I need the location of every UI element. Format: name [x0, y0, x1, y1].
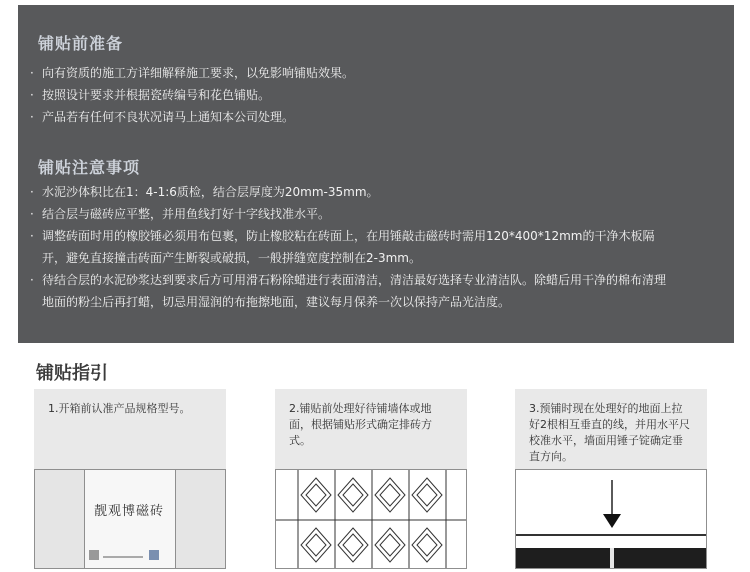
list-item: · 产品若有任何不良状况请马上通知本公司处理。	[36, 106, 354, 128]
installation-notes-panel	[18, 5, 734, 343]
list-item: · 结合层与磁砖应平整，并用鱼线打好十字线找准水平。	[36, 203, 736, 225]
guide-card-3	[515, 389, 707, 569]
prep-list	[36, 62, 354, 128]
prep-title: 铺贴前准备	[38, 34, 124, 53]
product-box	[85, 470, 175, 568]
list-item: · 按照设计要求并根据瓷砖编号和花色铺贴。	[36, 84, 354, 106]
list-item: 地面的粉尘后再打蜡，切忌用湿润的布拖擦地面，建议每月保养一次以保持产品光洁度。	[42, 295, 511, 309]
guide-card-2	[275, 389, 467, 569]
brand-logo: 靓观博磁砖	[94, 504, 165, 519]
notes-title: 铺贴注意事项	[38, 158, 141, 177]
list-item: · 水泥沙体积比在1：4-1:6质检，结合层厚度为20mm-35mm。	[36, 181, 736, 203]
tile-pattern-illustration	[275, 469, 467, 569]
tile-grid-icon	[276, 470, 467, 569]
box-label	[89, 550, 175, 560]
guide-card-text: 3.预铺时现在处理好的地面上拉好2根相互垂直的线，并用水平尺校准水平，墙面用锤子锭确定垂直方向。	[529, 402, 690, 463]
guide-card-1	[34, 389, 226, 569]
list-item: · 待结合层的水泥砂浆达到要求后方可用滑石粉除蜡进行表面清洁，清洁最好选择专业清洁队。除蜡后用干净的棉布清理	[36, 269, 736, 291]
list-item: 开，避免直接撞击砖面产生断裂或破损，一般拼缝宽度控制在2-3mm。	[42, 251, 421, 265]
leveling-illustration	[515, 469, 707, 569]
list-item: · 调整砖面时用的橡胶锤必须用布包裹，防止橡胶粘在砖面上，在用锤敲击磁砖时需用120*400*12mm的干净木板隔	[36, 225, 736, 247]
list-item: · 向有资质的施工方详细解释施工要求，以免影响铺贴效果。	[36, 62, 354, 84]
guide-title: 铺贴指引	[36, 363, 108, 384]
notes-list	[36, 181, 736, 313]
product-box-illustration	[34, 469, 226, 569]
guide-card-text: 2.铺贴前处理好待铺墙体或地面，根据铺贴形式确定排砖方式。	[289, 402, 432, 447]
guide-card-text: 1.开箱前认准产品规格型号。	[48, 402, 191, 415]
